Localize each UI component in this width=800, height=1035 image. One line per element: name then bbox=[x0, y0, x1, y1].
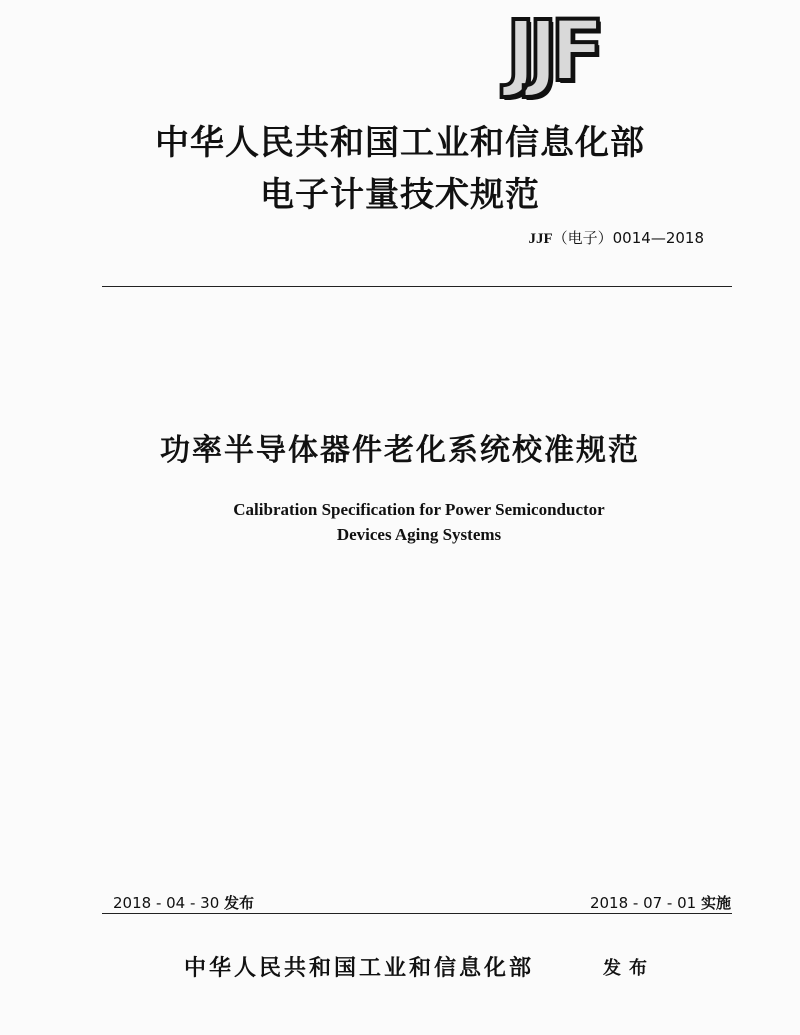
implementation-date bbox=[590, 893, 731, 913]
implementation-date-value: 2018 - 07 - 01 bbox=[589, 894, 697, 912]
issue-date-label: 发布 bbox=[224, 894, 255, 912]
jjf-logo bbox=[506, 2, 692, 100]
series-heading: 电子计量技术规范 bbox=[260, 175, 540, 215]
top-divider bbox=[102, 286, 732, 287]
issue-date bbox=[113, 893, 254, 913]
issue-date-value: 2018 - 04 - 30 bbox=[113, 894, 220, 912]
bottom-divider bbox=[102, 913, 732, 914]
standard-code-prefix: JJF bbox=[528, 231, 553, 247]
title-english-line1: Calibration Specification for Power Semiconductor bbox=[233, 500, 605, 519]
standard-code-number: （电子）0014—2018 bbox=[552, 229, 704, 247]
title-english-line2: Devices Aging Systems bbox=[336, 525, 502, 544]
issuer-heading: 中华人民共和国工业和信息化部 bbox=[155, 123, 645, 163]
jjf-logo-text: JJF bbox=[506, 2, 598, 100]
footer-release: 发布 bbox=[603, 958, 655, 979]
implementation-date-label: 实施 bbox=[700, 894, 731, 912]
standard-code bbox=[528, 228, 704, 249]
title-chinese: 功率半导体器件老化系统校准规范 bbox=[160, 433, 640, 468]
footer-issuer: 中华人民共和国工业和信息化部 bbox=[184, 955, 535, 981]
